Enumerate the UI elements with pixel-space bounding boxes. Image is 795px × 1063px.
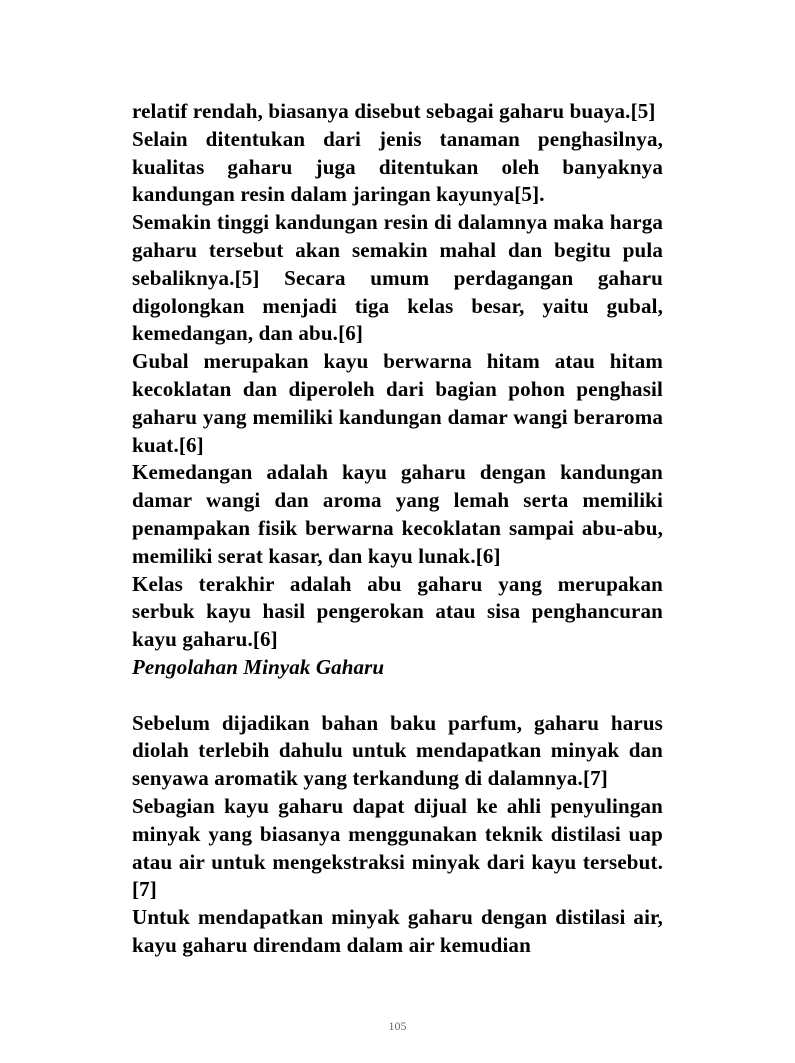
- paragraph-gubal: Gubal merupakan kayu berwarna hitam atau hitam kecoklatan dan diperoleh dari bagian pohon penghasil gaharu yang memiliki kandungan damar wangi beraroma kuat.[6]: [132, 349, 663, 457]
- paragraph-price-classes: Semakin tinggi kandungan resin di dalamnya maka harga gaharu tersebut akan semakin mahal dan begitu pula sebaliknya.[5] Secara umum perdagangan gaharu digolongkan menjadi tiga kelas besar, yaitu gubal, kemedangan, dan abu.[6]: [132, 210, 663, 346]
- paragraph-processing-intro: Sebelum dijadikan bahan baku parfum, gaharu harus diolah terlebih dahulu untuk mendapatkan minyak dan senyawa aromatik yang terkandung di dalamnya.[7]: [132, 710, 663, 791]
- paragraph-abu: Kelas terakhir adalah abu gaharu yang merupakan serbuk kayu hasil pengerokan atau sisa penghancuran kayu gaharu.[6]: [132, 571, 663, 652]
- blank-line: [132, 682, 663, 710]
- paragraph-resin-quality: Selain ditentukan dari jenis tanaman penghasilnya, kualitas gaharu juga ditentukan oleh banyaknya kandungan resin dalam jaringan kayunya[5].: [132, 126, 663, 207]
- document-page: [132, 98, 663, 960]
- paragraph-water-distillation: Untuk mendapatkan minyak gaharu dengan distilasi air, kayu gaharu direndam dalam air kemudian: [132, 905, 663, 957]
- paragraph-kemedangan: Kemedangan adalah kayu gaharu dengan kandungan damar wangi dan aroma yang lemah serta memiliki penampakan fisik berwarna kecoklatan sampai abu-abu, memiliki serat kasar, dan kayu lunak.[6]: [132, 460, 663, 568]
- section-heading: Pengolahan Minyak Gaharu: [132, 654, 385, 679]
- page-number: 105: [388, 1019, 407, 1033]
- paragraph-gaharu-buaya: relatif rendah, biasanya disebut sebagai gaharu buaya.[5]: [132, 99, 656, 123]
- paragraph-distillation-sale: Sebagian kayu gaharu dapat dijual ke ahli penyulingan minyak yang biasanya menggunakan teknik distilasi uap atau air untuk mengekstraksi minyak dari kayu tersebut.[7]: [132, 793, 663, 902]
